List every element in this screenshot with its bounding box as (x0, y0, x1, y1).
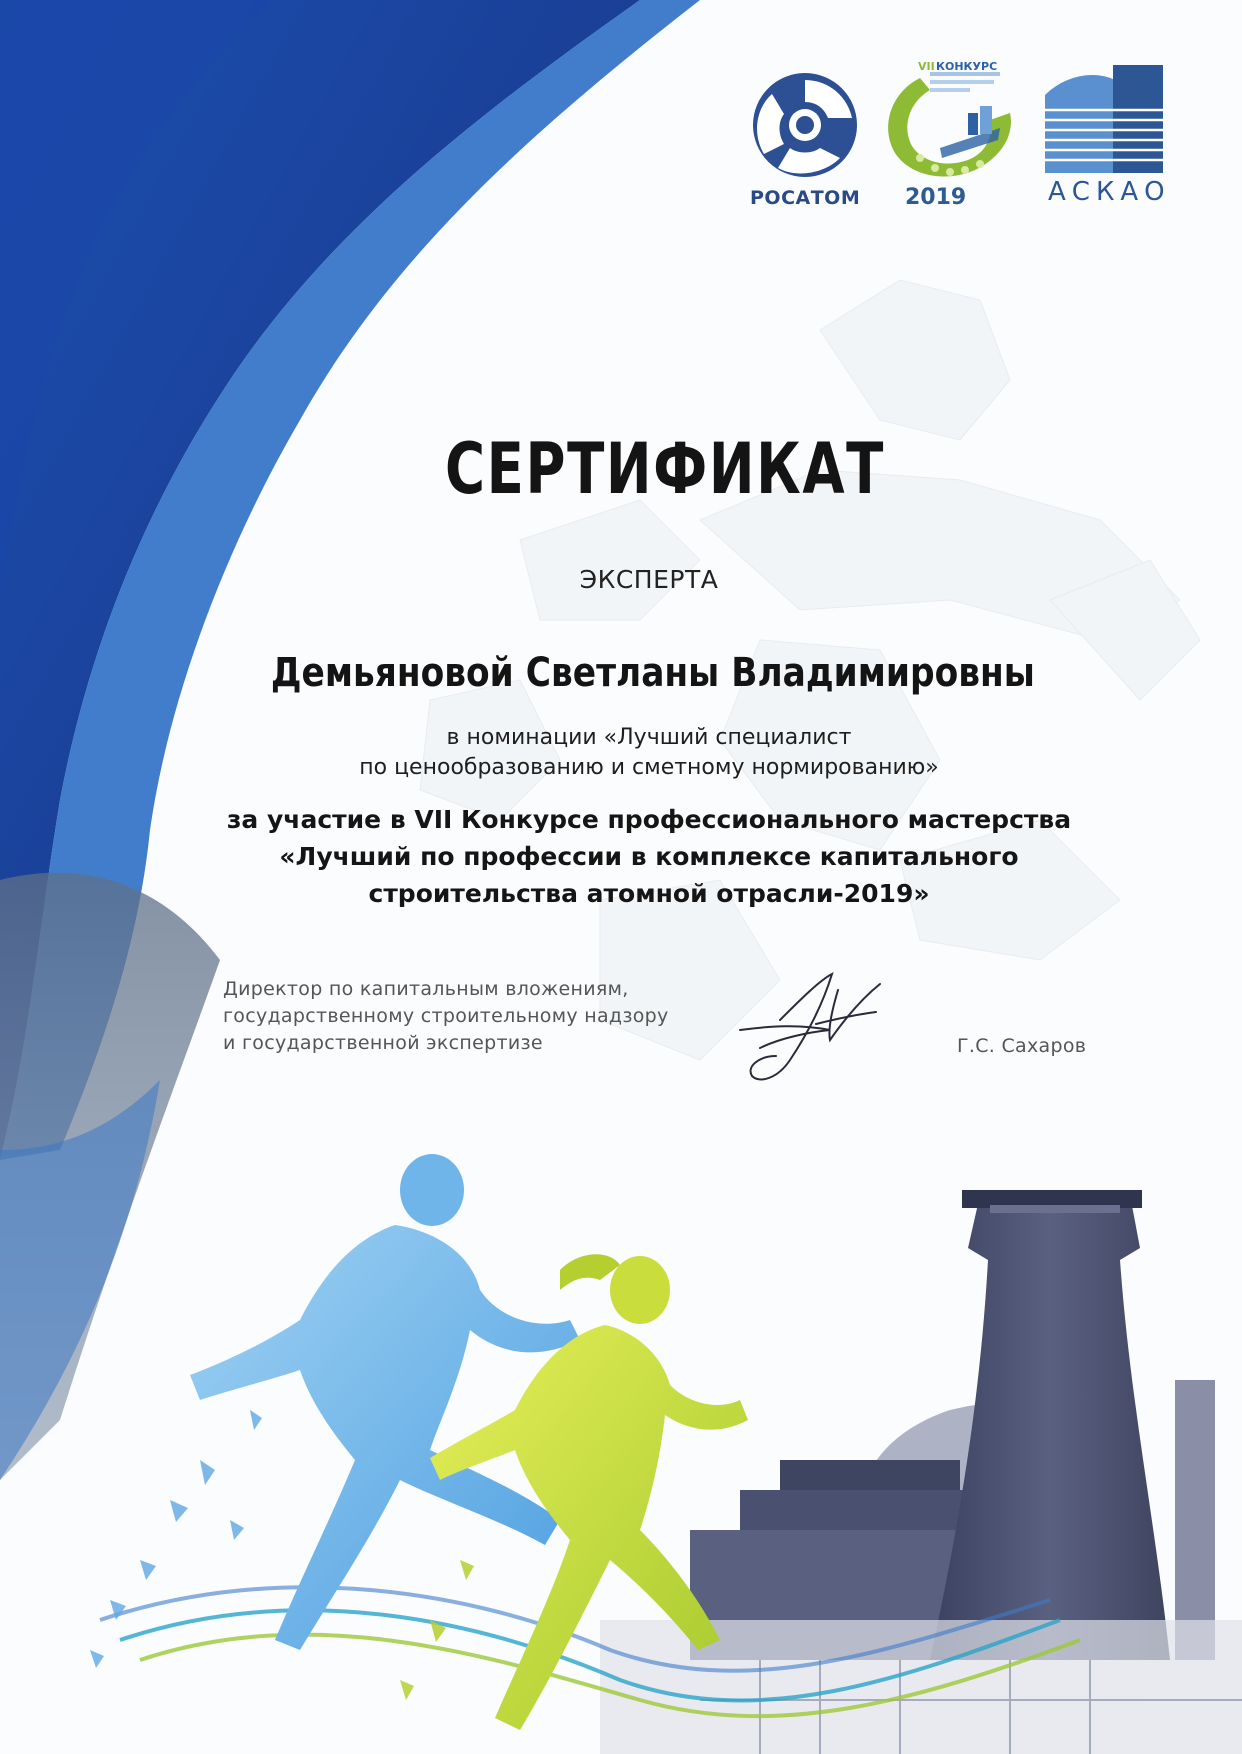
blue-runner-figure (90, 1154, 580, 1668)
signer-position-line-2: государственному строительному надзору (223, 1005, 669, 1027)
handwritten-signature (720, 960, 910, 1090)
contest-line-3: строительства атомной отрасли-2019» (368, 879, 930, 908)
contest-ring-logo-icon (880, 58, 1030, 186)
contest-line-1: за участие в VII Конкурсе профессионального мастерства (226, 805, 1072, 834)
askao-logo-text: АСКАО (1048, 177, 1171, 207)
certificate-subtitle: ЭКСПЕРТА (579, 565, 719, 594)
contest-logo-roman: VII (918, 60, 935, 73)
signer-name: Г.С. Сахаров (957, 1035, 1087, 1057)
nomination-line-2: по ценообразованию и сметному нормированию» (359, 755, 939, 780)
rosatom-logo-text: РОСАТОМ (750, 187, 861, 209)
contest-logo-year: 2019 (905, 185, 967, 210)
signer-position-line-1: Директор по капитальным вложениям, (223, 978, 629, 1000)
askao-building-icon (1045, 65, 1163, 173)
signer-position-line-3: и государственной экспертизе (223, 1032, 543, 1054)
rosatom-emblem-icon (748, 72, 862, 178)
nomination-line-1: в номинации «Лучший специалист (446, 725, 852, 750)
contest-logo-word: КОНКУРС (936, 60, 998, 73)
recipient-name: Демьяновой Светланы Владимировны (270, 650, 1035, 696)
contest-line-2: «Лучший по профессии в комплексе капитального (279, 842, 1019, 871)
certificate-title: СЕРТИФИКАТ (445, 428, 885, 510)
